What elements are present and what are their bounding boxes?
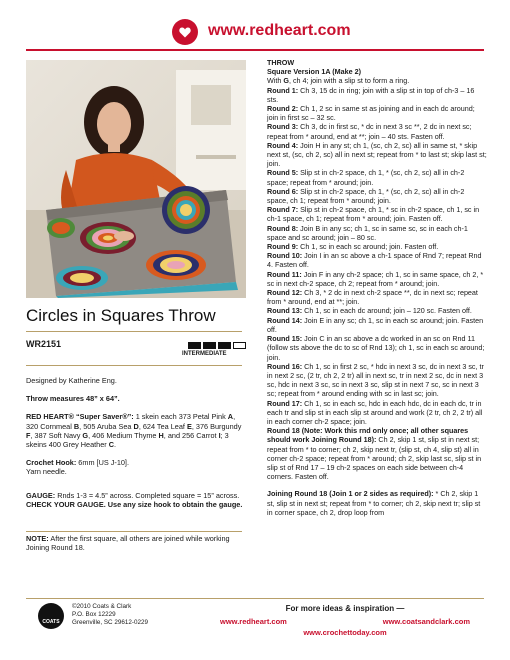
footer-lead: For more ideas & inspiration — <box>285 604 405 613</box>
joining-round: Joining Round 18 (Join 1 or 2 sides as required): * Ch 2, skip 1 st, slip st in next st; repeat from * to corner; ch 2, skip next tr; slip st in corner space, ch 2, drop loop from <box>267 489 481 517</box>
product-photo <box>26 60 246 298</box>
round-step: Round 13: Ch 1, sc in each dc around; join – 120 sc. Fasten off. <box>267 306 472 316</box>
gauge-section <box>26 491 244 509</box>
circle-motif <box>162 186 210 234</box>
coatsandclark-link[interactable]: www.coatsandclark.com <box>382 617 470 626</box>
round-step: Round 17: Ch 1, sc in each sc, hdc in each hdc, dc in each dc, tr in each tr and slip st in each slip st around and work (2 tr, ch 2, 2 tr) all in each corner ch-2 space; join. <box>267 398 483 426</box>
header-url-link[interactable]: www.redheart.com <box>208 22 351 39</box>
note-text: After the first square, all others are joined while working Joining Round 18. <box>26 534 230 553</box>
round-step: Round 9: Ch 1, sc in each sc around; join. Fasten off. <box>267 242 439 252</box>
header <box>0 16 510 56</box>
skill-bar <box>188 342 201 349</box>
red-heart-logo[interactable] <box>172 19 198 45</box>
round-step: Round 16: Ch 1, sc in first 2 sc, * hdc in next 3 sc, dc in next 3 sc, tr in next 2 sc, (2 tr, ch 2, 2 tr) all in next sc, tr in next 2 sc, dc in next 3 sc, hdc in next 3 sc, sc in next 3 sc, slip st in next 7 sc, sc in next 3 sc; repeat from * around ending with sc in last sc; join. <box>267 361 484 399</box>
intro-line: With G, ch 4; join with a slip st to form a ring. <box>267 76 410 86</box>
round-step: Round 12: Ch 3, * 2 dc in next ch-2 space **, dc in next sc; repeat from * around, end at **; join. <box>267 288 478 307</box>
skill-bar <box>203 342 216 349</box>
round-step: Round 5: Slip st in ch-2 space, ch 1, * (sc, ch 2, sc) all in ch-2 space; repeat from * around; join. <box>267 168 465 187</box>
subsection-heading: Square Version 1A (Make 2) <box>267 67 362 77</box>
gauge-text: Rnds 1-3 = 4.5” across. Completed square = 15” across. <box>55 491 240 500</box>
round-step: Round 7: Slip st in ch-2 space, ch 1, * sc in ch-2 space, ch 1, sc in ch-1 space, ch 1; repeat from * around; join. Fasten off. <box>267 205 480 224</box>
footer-address <box>72 603 148 628</box>
measures-line <box>26 394 244 403</box>
round-step: Round 10: Join I in an sc above a ch-1 space of Rnd 7; repeat Rnd 4. Fasten off. <box>267 251 482 270</box>
section-divider <box>26 531 242 532</box>
round-step: Round 2: Ch 1, 2 sc in same st as joining and in each dc around; join in first sc – 32 sc. <box>267 104 475 123</box>
hook-extra: Yarn needle. <box>26 467 67 477</box>
yarn-brand: RED HEART® “Super Saver®”: <box>26 412 134 422</box>
skill-bar <box>233 342 246 349</box>
pattern-code: WR2151 <box>26 339 62 349</box>
redheart-link[interactable]: www.redheart.com <box>220 617 287 626</box>
hook-value: 6mm [US J-10]. <box>76 458 129 468</box>
throw-photo-illustration <box>26 60 246 298</box>
address-line: Greenville, SC 29612-0229 <box>72 619 148 627</box>
hook-label: Crochet Hook: <box>26 458 77 468</box>
instructions-column <box>267 58 487 517</box>
round-step: Round 6: Slip st in ch-2 space, ch 1, * (sc, ch 2, sc) all in ch-2 space, ch 1; repeat from * around; join. <box>267 186 465 206</box>
crochettoday-link[interactable]: www.crochettoday.com <box>303 628 387 637</box>
note-section <box>26 534 244 552</box>
title-divider <box>26 331 242 332</box>
round-step: Round 18 (Note: Work this rnd only once; all other squares should work Joining Round 18): Ch 2, skip 1 st, slip st in next st; repeat from * to corner; ch 2, skip next tr, (slip st, ch 4, slip st) all in corner ch-2 space; repeat from * around; ch 2, skip last sc, slip st in slip st of Rnd 17 – 19 ch-2 spaces on each side between ch-4 corners. Fasten off. <box>267 426 482 482</box>
pattern-title: Circles in Squares Throw <box>26 306 216 325</box>
section-divider <box>26 365 242 366</box>
footer-link-row <box>220 617 470 626</box>
skill-level-indicator <box>182 342 246 357</box>
round-step: Round 1: Ch 3, 15 dc in ring; join with a slip st in top of ch-3 – 16 sts. <box>267 85 475 104</box>
heart-icon <box>179 27 191 38</box>
round-step: Round 3: Ch 3, dc in first sc, * dc in next 3 sc **, 2 dc in next sc; repeat from * around, end at **; join – 40 sts. Fasten off. <box>267 122 472 141</box>
round-step: Round 11: Join F in any ch-2 space; ch 1, sc in same space, ch 2, * sc in next ch-2 space, ch 2; repeat from * around; join. <box>267 269 484 288</box>
skill-level-label: INTERMEDIATE <box>182 351 227 357</box>
materials-section <box>26 376 244 486</box>
section-heading: THROW <box>267 58 295 67</box>
header-divider <box>26 49 484 51</box>
footer-divider <box>26 598 484 599</box>
gauge-bold: CHECK YOUR GAUGE. Use any size hook to obtain the gauge. <box>26 500 243 510</box>
designer-credit: Designed by Katherine Eng. <box>26 376 117 385</box>
round-step: Round 4: Join H in any st; ch 1, (sc, ch 2, sc) all in same st, * skip next st, (sc, ch 2, sc) all in next st; repeat from * to last st; skip last st; join. <box>267 140 487 169</box>
round-step: Round 14: Join E in any sc; ch 1, sc in each sc around; join. Fasten off. <box>267 315 484 334</box>
yarn-details: 1 skein each 373 Petal Pink A, 320 Cornmeal B, 505 Aruba Sea D, 624 Tea Leaf E, 376 Burgundy F, 387 Soft Navy G, 406 Medium Thyme H, and 256 Carrot I; 3 skeins 400 Grey Heather C. <box>26 412 242 450</box>
address-line: P.O. Box 12229 <box>72 611 116 619</box>
note-info <box>26 534 244 552</box>
yarn-list <box>26 412 244 449</box>
note-label: NOTE: <box>26 534 49 543</box>
round-step: Round 8: Join B in any sc; ch 1, sc in same sc, sc in each ch-1 space and sc around; join – 80 sc. <box>267 223 468 242</box>
footer-links <box>220 604 470 637</box>
gauge-info <box>26 491 244 509</box>
coats-logo[interactable]: COATS <box>38 603 64 629</box>
skill-bar <box>218 342 231 349</box>
skill-level-bars <box>188 342 246 349</box>
address-line: ©2010 Coats & Clark <box>72 603 132 610</box>
round-step: Round 15: Join C in an sc above a dc worked in an sc on Rnd 11 (follow sts above the dc to sc of Rnd 13); ch 1, sc in each sc around; join. <box>267 334 485 362</box>
gauge-label: GAUGE: <box>26 491 56 500</box>
hook-info <box>26 458 244 476</box>
measures-label: Throw measures 48” x 64”. <box>26 394 120 404</box>
